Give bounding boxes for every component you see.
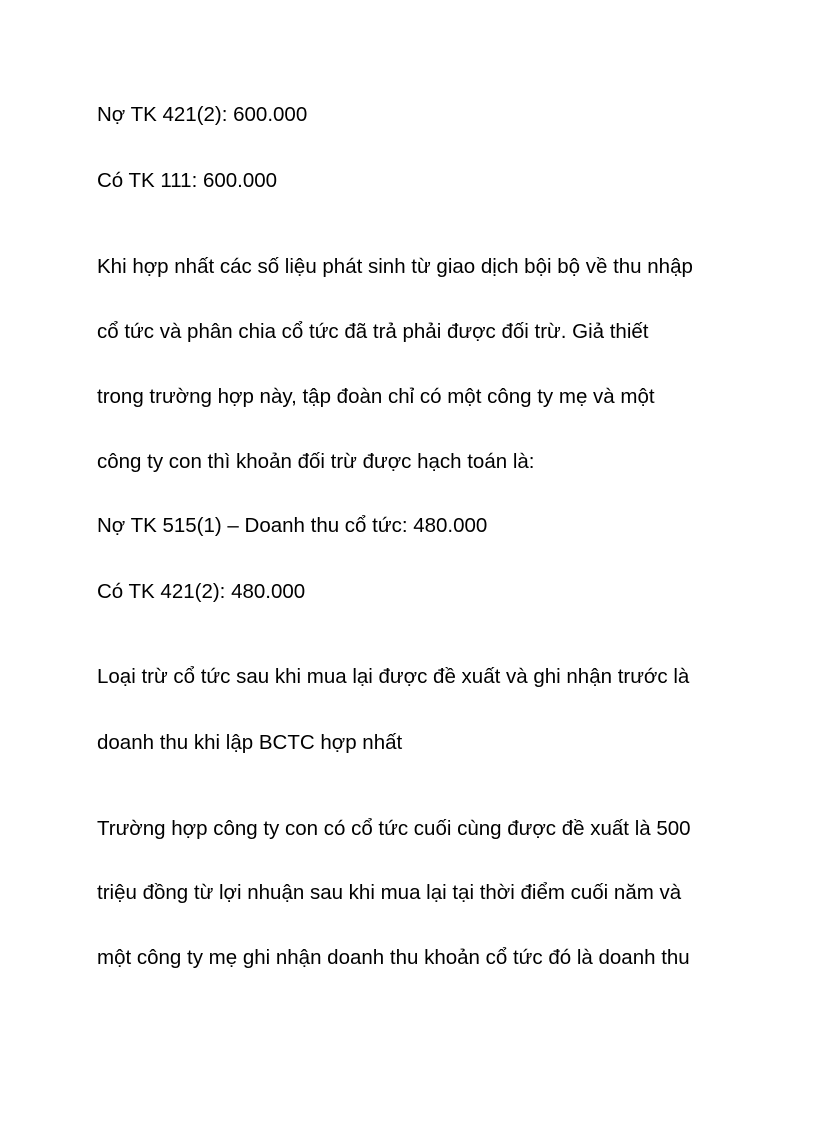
paragraph-line: trong trường hợp này, tập đoàn chỉ có một công ty mẹ và một	[97, 385, 655, 408]
paragraph-line: công ty con thì khoản đối trừ được hạch toán là:	[97, 450, 535, 473]
journal-debit-line: Nợ TK 515(1) – Doanh thu cổ tức: 480.000	[97, 514, 488, 537]
paragraph-line: một công ty mẹ ghi nhận doanh thu khoản cổ tức đó là doanh thu	[97, 946, 690, 969]
paragraph-line: Loại trừ cổ tức sau khi mua lại được đề xuất và ghi nhận trước là	[97, 665, 690, 688]
paragraph-line: triệu đồng từ lợi nhuận sau khi mua lại tại thời điểm cuối năm và	[97, 881, 682, 904]
paragraph-line: cổ tức và phân chia cổ tức đã trả phải được đối trừ. Giả thiết	[97, 320, 649, 343]
paragraph-line: doanh thu khi lập BCTC hợp nhất	[97, 731, 403, 754]
journal-credit-line: Có TK 111: 600.000	[97, 169, 278, 192]
paragraph-line: Trường hợp công ty con có cổ tức cuối cùng được đề xuất là 500	[97, 817, 691, 840]
paragraph-line: Khi hợp nhất các số liệu phát sinh từ giao dịch bội bộ về thu nhập	[97, 255, 693, 278]
journal-credit-line: Có TK 421(2): 480.000	[97, 580, 306, 603]
journal-debit-line: Nợ TK 421(2): 600.000	[97, 103, 308, 126]
